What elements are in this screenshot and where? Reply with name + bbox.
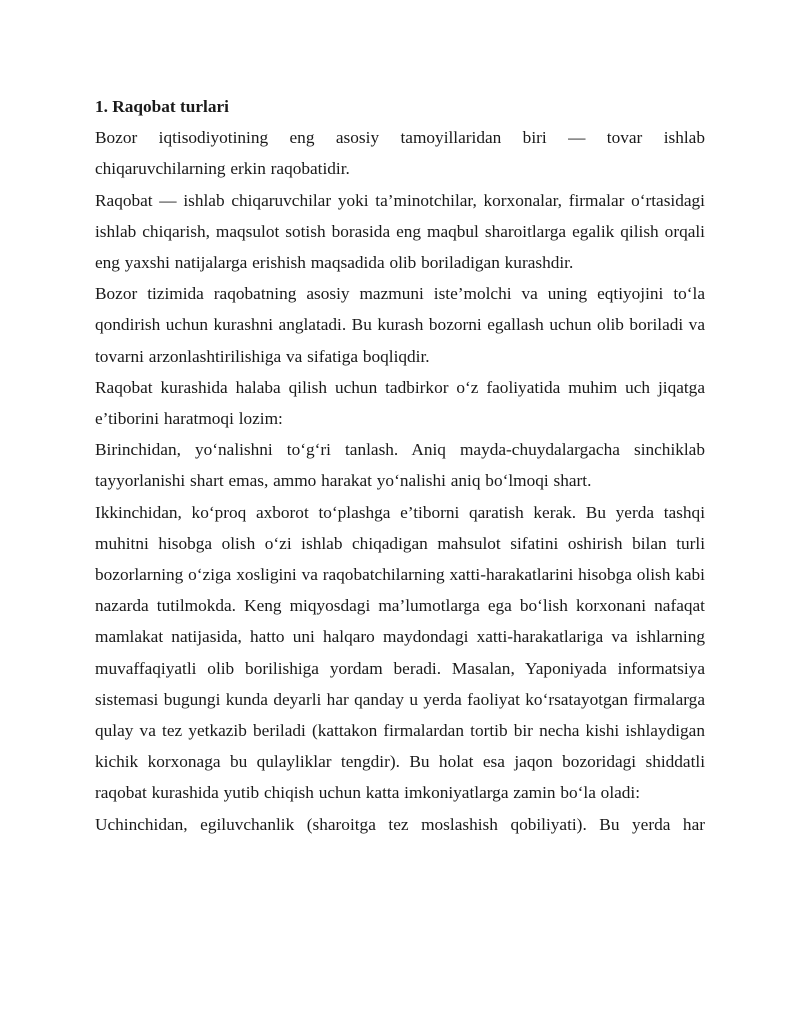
document-body <box>95 91 705 840</box>
paragraph-market-economy: Bozor iqtisodiyotining eng asosiy tamoyillaridan biri — tovar ishlab chiqaruvchilarning erkin raqobatidir. <box>95 128 705 179</box>
paragraph-three-aspects: Raqobat kurashida halaba qilish uchun tadbirkor o‘z faoliyatida muhim uch jiqatga e’tiborini haratmoqi lozim: <box>95 377 705 429</box>
paragraph-third-aspect: Uchinchidan, egiluvchanlik (sharoitga tez moslashish qobiliyati). Bu yerda har <box>95 814 705 834</box>
paragraph-market-system: Bozor tizimida raqobatning asosiy mazmuni iste’molchi va uning eqtiyojini to‘la qondirish uchun kurashni anglatadi. Bu kurash bozorni egallash uchun olib boriladi va tovarni arzonlashtirilishiga va sifatiga boqliqdir. <box>95 284 705 366</box>
paragraph-second-aspect: Ikkinchidan, ko‘proq axborot to‘plashga e’tiborni qaratish kerak. Bu yerda tashqi muhitni hisobga olish o‘zi ishlab chiqadigan mahsulot sifatini oshirish bilan turli bozorlarning o‘ziga xosligini va raqobatchilarning xatti-harakatlarini hisobga olish kabi nazarda tutilmokda. Keng miqyosdagi ma’lumotlarga ega bo‘lish korxonani nafaqat mamlakat natijasida, hatto uni halqaro maydondagi xatti-harakatlariga va ishlarning muvaffaqiyatli olib borilishiga yordam beradi. Masalan, Yaponiyada informatsiya sistemasi bugungi kunda deyarli har qanday u yerda faoliyat ko‘rsatayotgan firmalarga qulay va tez yetkazib beriladi (kattakon firmalardan tortib bir necha kishi ishlaydigan kichik korxonaga bu qulayliklar tengdir). Bu holat esa jaqon bozoridagi shiddatli raqobat kurashida yutib chiqish uchun katta imkoniyatlarga zamin bo‘la oladi: <box>95 502 705 803</box>
paragraph-first-aspect: Birinchidan, yo‘nalishni to‘g‘ri tanlash. Aniq mayda-chuydalargacha sinchiklab tayyorlanishi shart emas, ammo harakat yo‘nalishi aniq bo‘lmoqi shart. <box>95 440 705 491</box>
paragraph-competition-definition: Raqobat — ishlab chiqaruvchilar yoki ta’minotchilar, korxonalar, firmalar o‘rtasidagi ishlab chiqarish, maqsulot sotish borasida eng maqbul sharoitlarga egalik qilish orqali eng yaxshi natijalarga erishish maqsadida olib boriladigan kurashdir. <box>95 190 705 273</box>
section-heading: 1. Raqobat turlari <box>95 97 229 116</box>
